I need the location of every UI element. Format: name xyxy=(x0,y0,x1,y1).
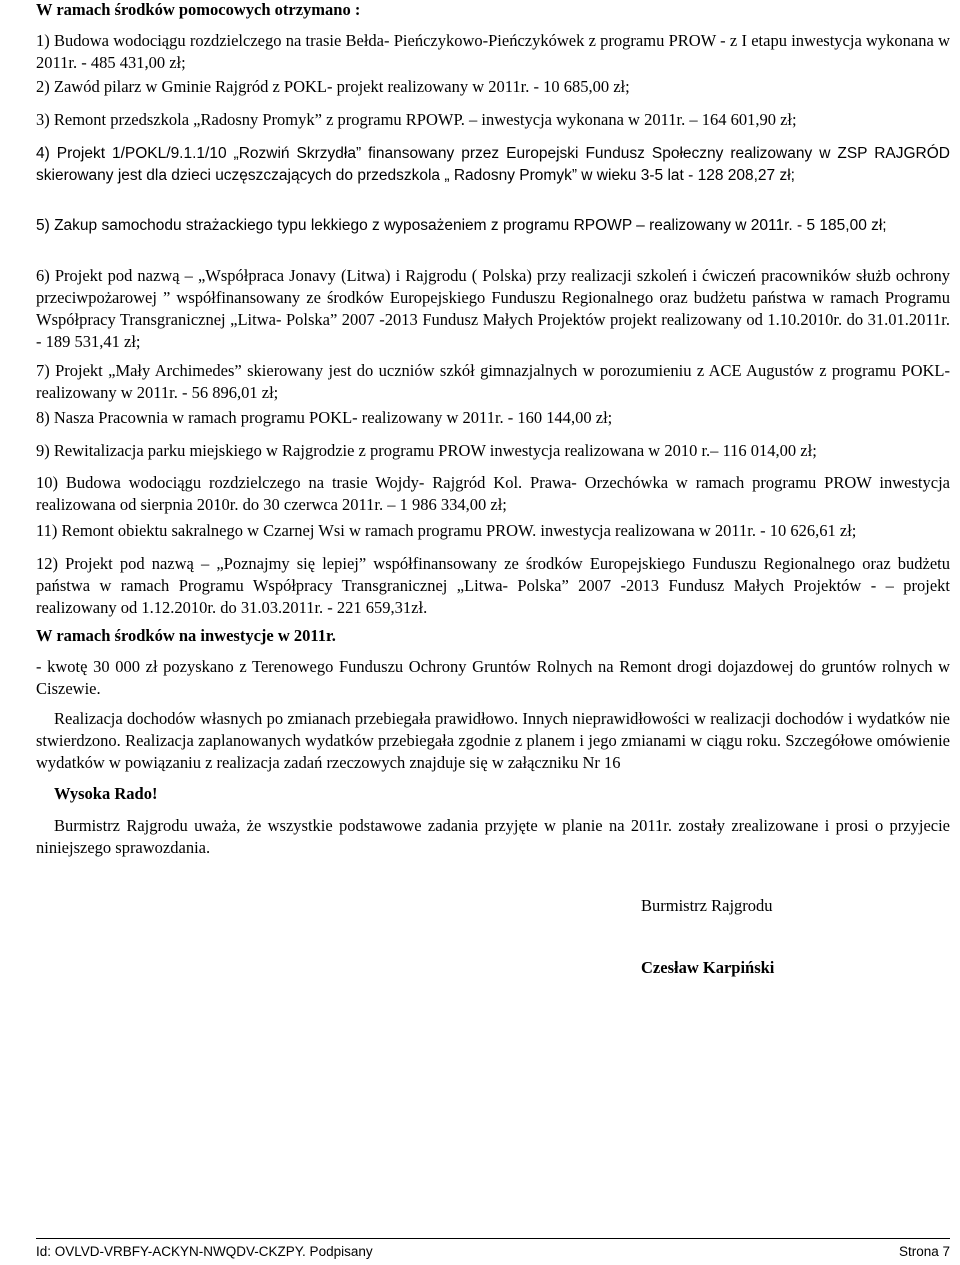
list-item-4: 4) Projekt 1/POKL/9.1.1/10 „Rozwiń Skrzydła” finansowany przez Europejski Fundusz Społeczny realizowany w ZSP RAJGRÓD skierowany jest dla dzieci uczęszczających do przedszkola „ Radosny Promyk” w wieku 3-5 lat - 128 208,27 zł; xyxy=(36,145,950,184)
signature-title: Burmistrz Rajgrodu xyxy=(641,896,773,915)
list-item-6: 6) Projekt pod nazwą – „Współpraca Jonavy (Litwa) i Rajgrodu ( Polska) przy realizacji szkoleń i ćwiczeń pracowników służb ochrony przeciwpożarowej ” współfinansowany ze środków Europejskiego Funduszu Regionalnego oraz budżetu państwa w ramach Programu Współpracy Transgranicznej „Litwa- Polska” 2007 -2013 Fundusz Małych Projektów projekt realizowany od 1.10.2010r. do 31.01.2011r. - 189 531,41 zł; xyxy=(36,266,950,351)
list-item-10: 10) Budowa wodociągu rozdzielczego na trasie Wojdy- Rajgród Kol. Prawa- Orzechówka w ramach programu PROW inwestycja realizowana od sierpnia 2010r. do 30 czerwca 2011r. – 1 986 334,00 zł; xyxy=(36,473,950,514)
list-item-8: 8) Nasza Pracownia w ramach programu POKL- realizowany w 2011r. - 160 144,00 zł; xyxy=(36,408,613,427)
signature-name: Czesław Karpiński xyxy=(641,958,775,977)
document-id: Id: OVLVD-VRBFY-ACKYN-NWQDV-CKZPY. Podpisany xyxy=(36,1244,373,1259)
list-item-5: 5) Zakup samochodu strażackiego typu lekkiego z wyposażeniem z programu RPOWP – realizowany w 2011r. - 5 185,00 zł; xyxy=(36,217,887,234)
list-item-9: 9) Rewitalizacja parku miejskiego w Rajgrodzie z programu PROW inwestycja realizowana w 2010 r.– 116 014,00 zł; xyxy=(36,441,817,460)
list-item-12: 12) Projekt pod nazwą – „Poznajmy się lepiej” współfinansowany ze środków Europejskiego Funduszu Regionalnego oraz budżetu państwa w ramach Programu Współpracy Transgranicznej „Litwa- Polska” 2007 -2013 Fundusz Małych Projektów - – projekt realizowany od 1.12.2010r. do 31.03.2011r. - 221 659,31zł. xyxy=(36,554,950,617)
heading-aids: W ramach środków pomocowych otrzymano : xyxy=(36,0,361,19)
list-item-2: 2) Zawód pilarz w Gminie Rajgród z POKL- projekt realizowany w 2011r. - 10 685,00 zł; xyxy=(36,77,630,96)
closing-paragraph: Burmistrz Rajgrodu uważa, że wszystkie podstawowe zadania przyjęte w planie na 2011r. zostały zrealizowane i prosi o przyjecie niniejszego sprawozdania. xyxy=(36,816,950,857)
heading-investments: W ramach środków na inwestycje w 2011r. xyxy=(36,626,336,645)
list-item-1: 1) Budowa wodociągu rozdzielczego na trasie Bełda- Pieńczykowo-Pieńczykówek z programu PROW - z I etapu inwestycja wykonana w 2011r. - 485 431,00 zł; xyxy=(36,31,950,72)
page-number: Strona 7 xyxy=(898,1244,950,1259)
list-item-3: 3) Remont przedszkola „Radosny Promyk” z programu RPOWP. – inwestycja wykonana w 2011r. – 164 601,90 zł; xyxy=(36,110,797,129)
investment-note: - kwotę 30 000 zł pozyskano z Terenowego Funduszu Ochrony Gruntów Rolnych na Remont drogi dojazdowej do gruntów rolnych w Ciszewie. xyxy=(36,657,950,698)
list-item-11: 11) Remont obiektu sakralnego w Czarnej Wsi w ramach programu PROW. inwestycja realizowana w 2011r. - 10 626,61 zł; xyxy=(36,521,857,540)
summary-paragraph: Realizacja dochodów własnych po zmianach przebiegała prawidłowo. Innych nieprawidłowości w realizacji dochodów i wydatków nie stwierdzono. Realizacja zaplanowanych wydatków przebiegała zgodnie z planem i jego zmianami w ciągu roku. Szczegółowe omówienie wydatków w powiązaniu z realizacja zadań rzeczowych znajduje się w załączniku Nr 16 xyxy=(36,709,950,772)
list-item-7: 7) Projekt „Mały Archimedes” skierowany jest do uczniów szkół gimnazjalnych w porozumieniu z ACE Augustów z programu POKL- realizowany w 2011r. - 56 896,01 zł; xyxy=(36,361,950,402)
salutation: Wysoka Rado! xyxy=(54,784,158,803)
footer-divider xyxy=(36,1238,950,1239)
